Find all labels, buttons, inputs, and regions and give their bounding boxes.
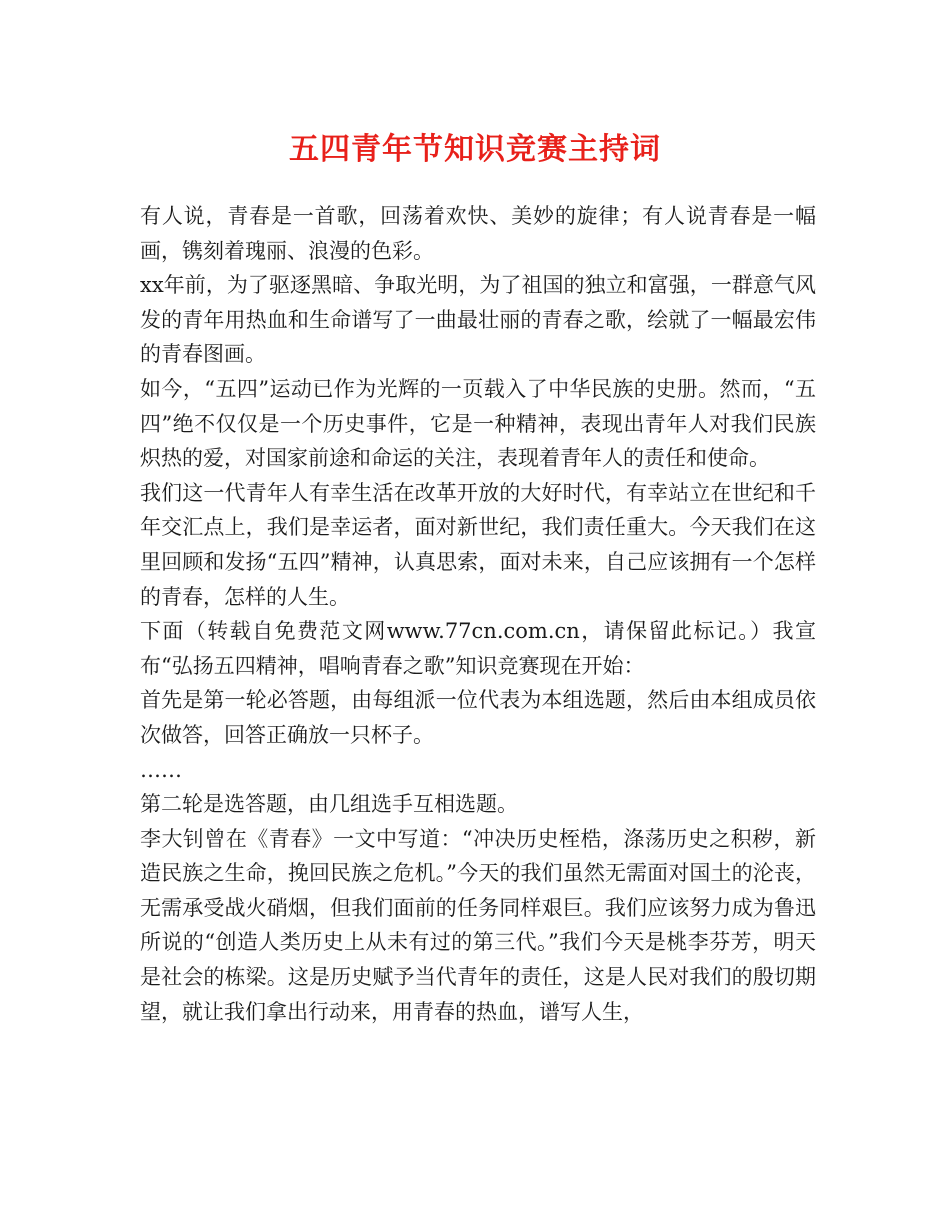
paragraph-5: 下面（转载自免费范文网www.77cn.com.cn，请保留此标记。）我宣布“弘扬五四精神，唱响青春之歌”知识竞赛现在开始： bbox=[140, 619, 816, 678]
paragraph-1: 有人说，青春是一首歌，回荡着欢快、美妙的旋律；有人说青春是一幅画，镌刻着瑰丽、浪漫的色彩。 bbox=[140, 204, 816, 263]
paragraph-8: 第二轮是选答题，由几组选手互相选题。 bbox=[140, 792, 518, 817]
paragraph-4: 我们这一代青年人有幸生活在改革开放的大好时代，有幸站立在世纪和千年交汇点上，我们是幸运者，面对新世纪，我们责任重大。今天我们在这里回顾和发扬“五四”精神，认真思索，面对未来，自己应该拥有一个怎样的青春，怎样的人生。 bbox=[140, 480, 816, 609]
document-title: 五四青年节知识竞赛主持词 bbox=[289, 132, 661, 167]
paragraph-ellipsis: …… bbox=[140, 757, 182, 782]
paragraph-6: 首先是第一轮必答题，由每组派一位代表为本组选题，然后由本组成员依次做答，回答正确放一只杯子。 bbox=[140, 688, 816, 747]
paragraph-2: xx年前，为了驱逐黑暗、争取光明，为了祖国的独立和富强，一群意气风发的青年用热血和生命谱写了一曲最壮丽的青春之歌，绘就了一幅最宏伟的青春图画。 bbox=[140, 273, 816, 367]
paragraph-3: 如今，“五四”运动已作为光辉的一页载入了中华民族的史册。然而，“五四”绝不仅仅是一个历史事件，它是一种精神，表现出青年人对我们民族炽热的爱，对国家前途和命运的关注，表现着青年人的责任和使命。 bbox=[140, 376, 816, 471]
paragraph-9: 李大钊曾在《青春》一文中写道：“冲决历史桎梏，涤荡历史之积秽，新造民族之生命，挽回民族之危机。”今天的我们虽然无需面对国土的沦丧，无需承受战火硝烟，但我们面前的任务同样艰巨。我们应该努力成为鲁迅所说的“创造人类历史上从未有过的第三代。”我们今天是桃李芬芳，明天是社会的栋梁。这是历史赋予当代青年的责任，这是人民对我们的殷切期望，就让我们拿出行动来，用青春的热血，谱写人生， bbox=[140, 826, 816, 1024]
document-body bbox=[140, 199, 816, 1029]
